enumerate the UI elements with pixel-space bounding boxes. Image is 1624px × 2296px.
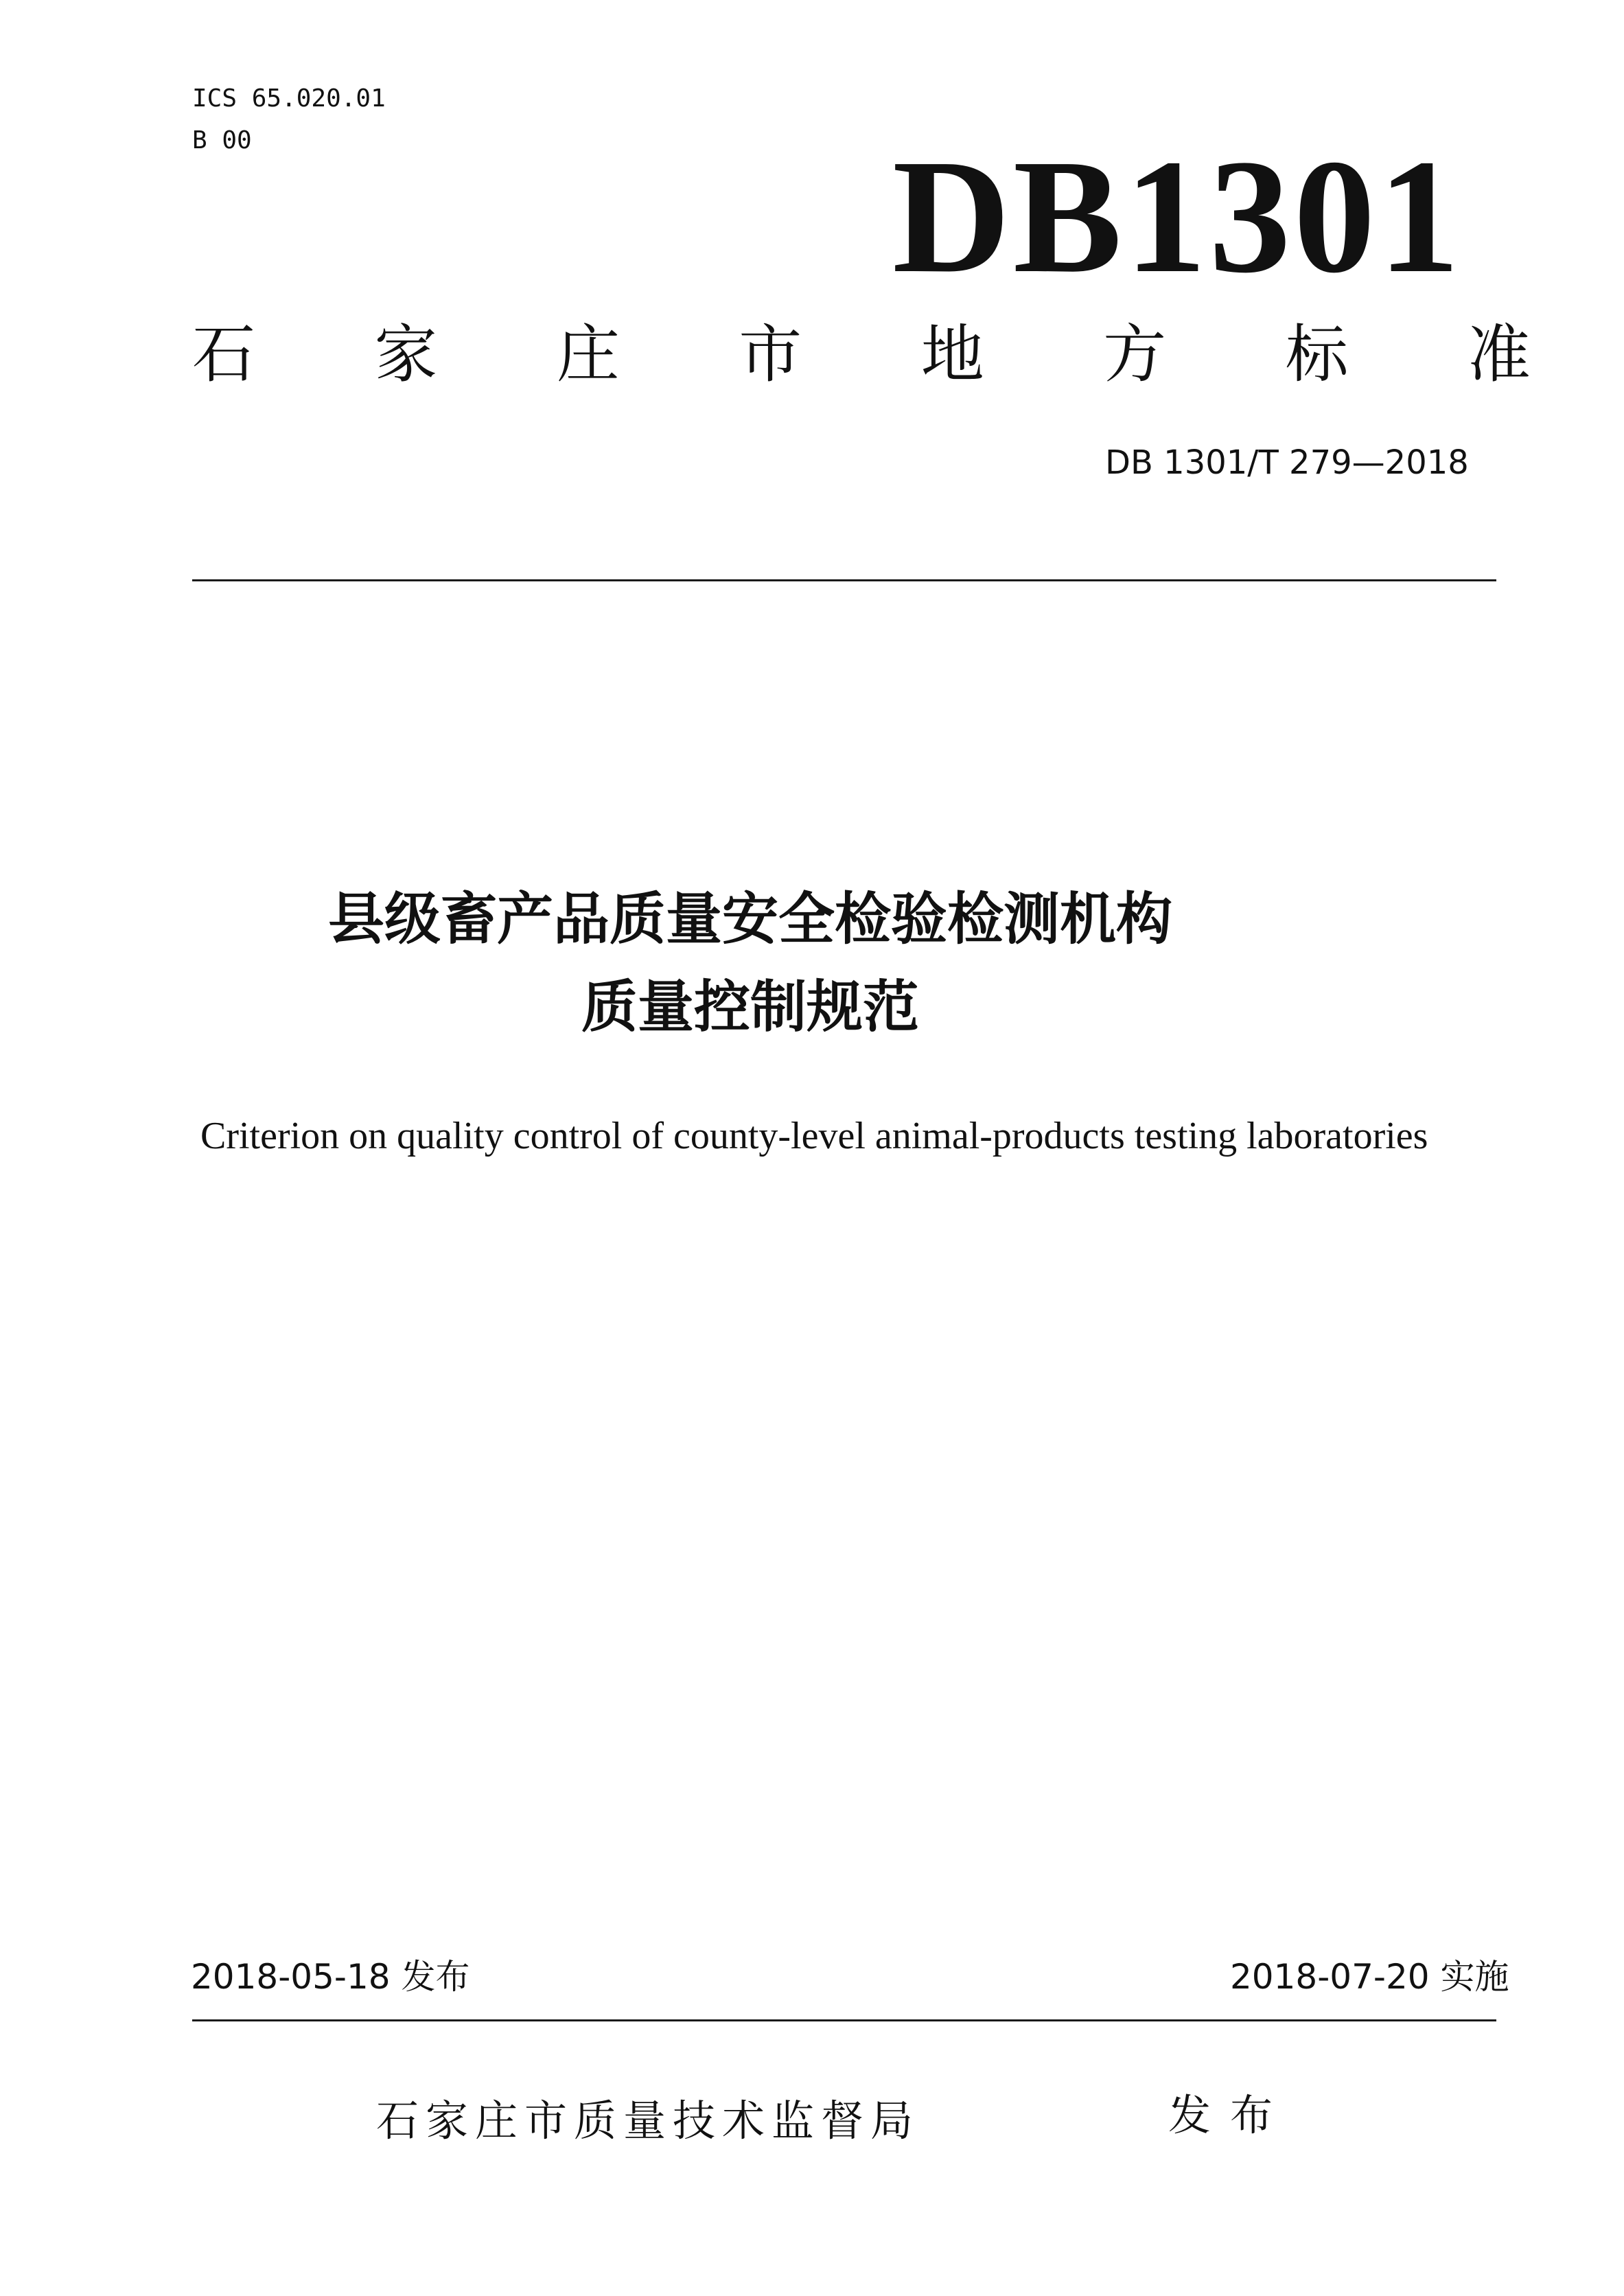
standard-type-char: 市 (739, 318, 802, 391)
implementation-date: 2018-07-20 实施 (1230, 1957, 1509, 1997)
standard-type-char: 标 (1285, 318, 1349, 391)
title-chinese-line-1: 县级畜产品质量安全检验检测机构 (327, 887, 1172, 952)
standard-type-char: 方 (1103, 318, 1167, 391)
standard-type-char: 石 (192, 318, 256, 391)
issuing-authority: 石家庄市质量技术监督局 (376, 2096, 920, 2146)
standard-type-char: 准 (1467, 318, 1531, 391)
standard-type-char: 庄 (556, 318, 620, 391)
standard-type-char: 家 (374, 318, 438, 391)
bottom-divider (192, 2019, 1496, 2021)
top-divider (192, 579, 1496, 581)
standard-type-heading (192, 317, 1531, 393)
title-english: Criterion on quality control of county-level animal-products testing laboratories (200, 1115, 1428, 1157)
ccs-code: B 00 (192, 126, 252, 154)
title-chinese-line-2: 质量控制规范 (581, 975, 919, 1040)
ics-code: ICS 65.020.01 (192, 84, 386, 113)
standard-type-char: 地 (920, 318, 984, 391)
issue-date: 2018-05-18 发布 (191, 1957, 470, 1997)
issue-label: 发布 (1168, 2090, 1292, 2140)
standard-code-large: DB1301 (892, 126, 1463, 307)
standard-number: DB 1301/T 279—2018 (1105, 443, 1469, 482)
